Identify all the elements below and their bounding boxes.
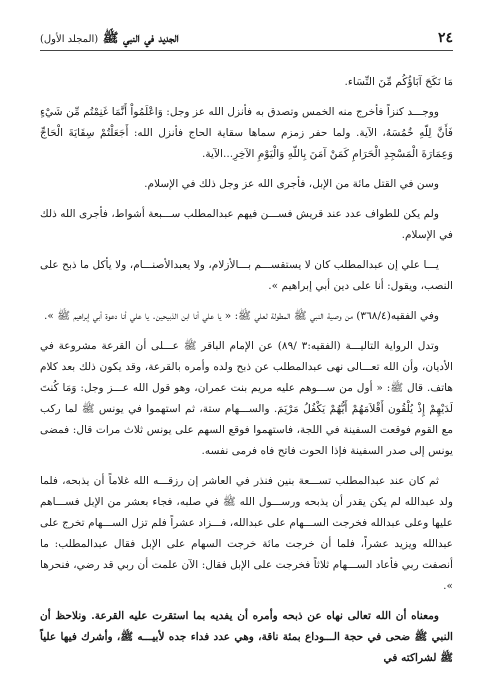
paragraph: ووجـــد كنزاً فأخرج منه الخمس وتصدق به فأنزل الله عز وجل: وَاعْلَمُواْ أَنَّمَا غَنِمْتُم مِّن شَيْءٍ فَأَنَّ لِلّهِ خُمُسَهُ، الآية. ولما حفر زمزم سماها سقاية الحاج فأنزل الله: أَجَعَلْتُمْ سِقَايَةَ الْحَاجِّ وَعِمَارَةَ الْمَسْجِدِ الْحَرَامِ كَمَنْ آمَنَ بِاللّهِ وَالْيَوْمِ الآخِرِ...الآية. — [40, 106, 453, 160]
paragraph: ثم كان عند عبدالمطلب تســـعة بنين فنذر في العاشر إن رزقـــه الله غلاماً أن يذبحه، فلما ولد عبدالله لم يكن يقدر أن يذبحه ورســـول الله ﷺ في صلبه، فجاء بعشر من الإبل فســـاهم عليها وعلى عبدالله فخرجت الســـهام على عبدالله، فـــزاد عشراً فلم تزل الســـهام تخرج على عبدالله ويزيد عشراً، فلما أن خرجت مائة خرجت السهام على الإبل فقال عبدالمطلب: ما أنصفت ربي فأعاد الســـهام ثلاثاً فخرجت على الإبل فقال: الآن علمت أن ربي قد رضي، فنحرها ». — [40, 475, 453, 592]
paragraph: مَا نَكَحَ آبَاؤُكُم مِّنَ النِّسَاء. — [344, 76, 453, 88]
paragraph: ولم يكن للطواف عدد عند قريش فســـن فيهم عبدالمطلب ســـبعة أشواط، فأجرى الله ذلك في الإسلام. — [40, 208, 453, 241]
paragraph: يـــا علي إن عبدالمطلب كان لا يستقســـم بـــالأزلام، ولا يعبدالأصنـــام، ولا يأكل ما ذبح على النصب، ويقول: أنا على دين أبي إبراهيم ». — [40, 259, 453, 292]
volume-label: (المجلد الأول) — [40, 34, 99, 45]
page-header — [40, 30, 453, 49]
page-body — [40, 72, 453, 678]
running-title — [40, 30, 179, 49]
book-title: الجديد في النبي ﷺ — [102, 31, 179, 46]
header-divider — [40, 50, 453, 51]
paragraph: وتدل الرواية التاليـــة (الفقيه:٣ /٨٩) عن الإمام الباقر ﷺ عـــلى أن القرعة مشروعة في الأديان، وأن الله تعـــالى نهى عبدالمطلب عن ذبح ولده وأمره بالقرعة، وقد يكون ذلك بعد كلام هاتف. قال ﷺ: « أول من ســـوهم عليه مريم بنت عمران، وهو قول الله عـــز وجل: وَمَا كُنتَ لَدَيْهِمْ إِذْ يُلْقُون أَقْلاَمَهُمْ أَيُّهُمْ يَكْفُلُ مَرْيَمَ. والســـهام ستة، ثم استهموا في يونس ﷺ لما ركب مع القوم فوقعت السفينة في اللجة، فاستهموا فوقع السهم على يونس ثلاث مرات قال: فمضى يونس إلى صدر السفينة فإذا الحوت فاتح فاه فرمى نفسه. — [40, 340, 453, 457]
page-number: ٢٤ — [437, 30, 453, 46]
paragraph: ومعناه أن الله تعالى نهاه عن ذبحه وأمره أن يفديه بما استقرت عليه القرعة. ونلاحظ أن النبي ﷺ ضحى في حجة الـــوداع بمئة ناقة، وهي عدد فداء جده لأبيـــه ﷺ، وأشرك فيها علياً ﷺ لشراكته في — [40, 610, 453, 664]
paragraph: وسن في القتل مائة من الإبل، فأجرى الله عز وجل ذلك في الإسلام. — [144, 178, 439, 190]
paragraph: وفي الفقيه(٣٦٨/٤) من وصية النبي ﷺ المطولة لعلي ﷺ: « يا علي أنا ابن الذبيحين. يا علي أنا دعوة أبي إبراهيم ﷺ ». — [44, 310, 439, 322]
